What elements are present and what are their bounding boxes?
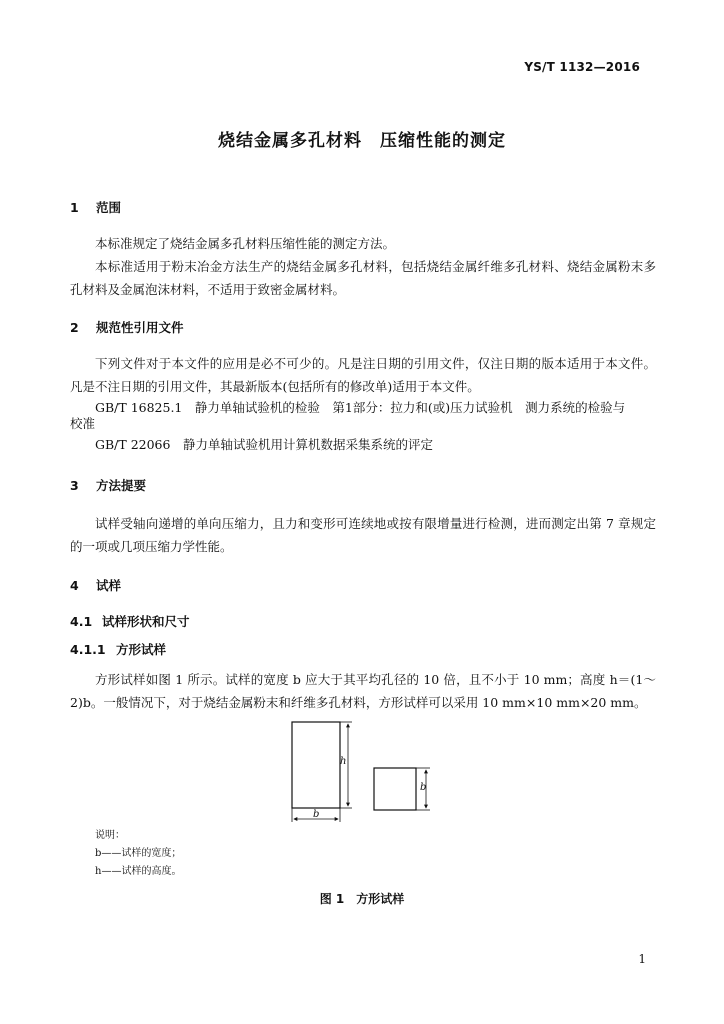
standard-code: YS/T 1132—2016 — [524, 60, 640, 74]
section-2-heading — [70, 318, 184, 336]
section-4-heading — [70, 576, 121, 594]
section-3-paragraph-1: 试样受轴向递增的单向压缩力，且力和变形可连续地或按有限增量进行检测，进而测定出第 7 章规定的一项或几项压缩力学性能。 — [70, 516, 656, 554]
figure-label-b-side: b — [420, 782, 427, 793]
section-title: 范围 — [96, 200, 122, 215]
section-number: 4 — [70, 578, 79, 593]
figure-1-caption: 图 1 方形试样 — [319, 892, 405, 906]
document-title: 烧结金属多孔材料 压缩性能的测定 — [218, 131, 506, 151]
figure-label-b-bottom: b — [313, 809, 320, 820]
section-number: 3 — [70, 478, 79, 493]
section-title: 方形试样 — [116, 642, 167, 657]
section-4-1-1-paragraph-1: 方形试样如图 1 所示。试样的宽度 b 应大于其平均孔径的 10 倍，且不小于 10 mm；高度 h＝(1～2)b。一般情况下，对于烧结金属粉末和纤维多孔材料，方形试样可以采用 10 mm×10 mm×20 mm。 — [70, 672, 656, 710]
section-4-1-heading — [70, 612, 190, 630]
section-2-paragraph-1: 下列文件对于本文件的应用是必不可少的。凡是注日期的引用文件，仅注日期的版本适用于本文件。凡是不注日期的引用文件，其最新版本(包括所有的修改单)适用于本文件。 — [70, 356, 656, 394]
figure-label-h: h — [340, 756, 347, 767]
section-number: 4.1 — [70, 614, 93, 629]
section-1-paragraph-2: 本标准适用于粉末冶金方法生产的烧结金属多孔材料，包括烧结金属纤维多孔材料、烧结金属粉末多孔材料及金属泡沫材料，不适用于致密金属材料。 — [70, 259, 656, 297]
section-title: 试样 — [96, 578, 122, 593]
section-number: 4.1.1 — [70, 642, 106, 657]
figure-note-b: b——试样的宽度； — [95, 848, 182, 859]
section-1-paragraph-1: 本标准规定了烧结金属多孔材料压缩性能的测定方法。 — [95, 236, 396, 251]
section-title: 方法提要 — [96, 478, 147, 493]
figure-1-diagram — [280, 718, 450, 828]
figure-note-h: h——试样的高度。 — [95, 866, 182, 877]
page-number: 1 — [638, 952, 646, 966]
section-4-1-1-heading — [70, 640, 166, 658]
section-number: 2 — [70, 320, 79, 335]
section-3-heading — [70, 476, 146, 494]
reference-gb-t-22066: GB/T 22066 静力单轴试验机用计算机数据采集系统的评定 — [95, 437, 433, 452]
square-specimen-outline — [374, 768, 416, 810]
reference-gb-t-16825-1-cont: 校准 — [70, 416, 96, 431]
section-title: 试样形状和尺寸 — [102, 614, 190, 629]
reference-gb-t-16825-1: GB/T 16825.1 静力单轴试验机的检验 第1部分：拉力和(或)压力试验机 测力系统的检验与 — [95, 400, 626, 415]
tall-specimen-outline — [292, 722, 340, 808]
section-1-heading — [70, 198, 121, 216]
section-number: 1 — [70, 200, 79, 215]
figure-notes-title: 说明： — [95, 830, 125, 841]
section-title: 规范性引用文件 — [96, 320, 184, 335]
